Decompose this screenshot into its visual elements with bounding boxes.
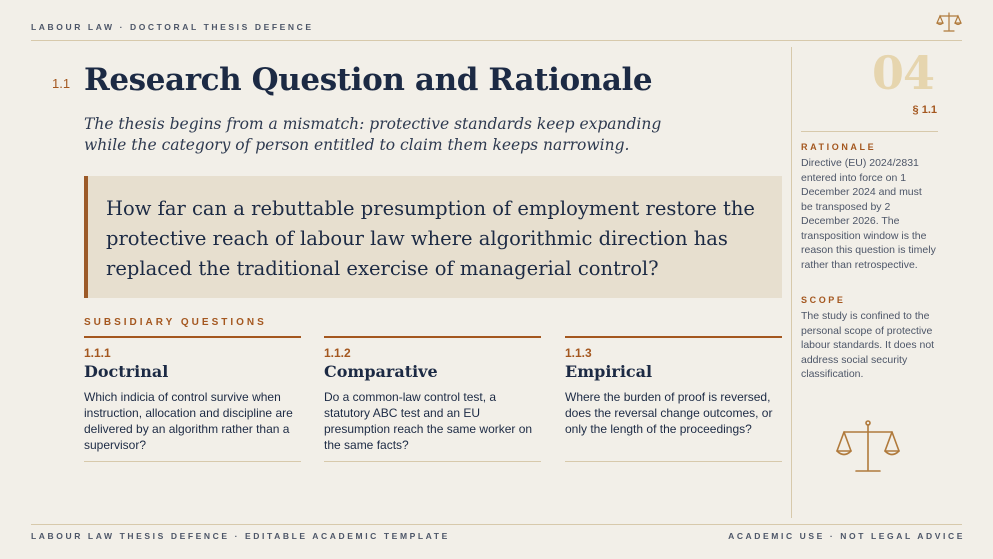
rationale-label: RATIONALE	[801, 142, 877, 152]
header-label: LABOUR LAW · DOCTORAL THESIS DEFENCE	[31, 22, 314, 32]
slide-number: 04	[871, 46, 934, 100]
page-title: Research Question and Rationale	[84, 62, 653, 98]
page-subtitle: The thesis begins from a mismatch: protective standards keep expanding while the category of person entitled to claim them keeps narrowing.	[84, 115, 662, 154]
footer-right: ACADEMIC USE · NOT LEGAL ADVICE	[728, 531, 965, 541]
subsidiary-title: Doctrinal	[84, 362, 169, 381]
subsidiary-number: 1.1.2	[324, 346, 351, 360]
research-question-panel	[84, 176, 782, 298]
sidebar-divider	[791, 47, 792, 518]
footer-left: LABOUR LAW THESIS DEFENCE · EDITABLE ACADEMIC TEMPLATE	[31, 531, 450, 541]
section-number: 1.1	[52, 76, 71, 91]
subsidiary-question-doctrinal	[84, 336, 301, 462]
subsidiary-title: Empirical	[565, 362, 653, 381]
research-question: How far can a rebuttable presumption of employment restore the protective reach of labour law where algorithmic direction has replaced the traditional exercise of managerial control?	[106, 197, 755, 280]
scope-text: The study is confined to the personal scope of protective labour standards. It does not address social security classification.	[801, 310, 935, 380]
subsidiary-text: Where the burden of proof is reversed, does the reversal change outcomes, or only the length of the proceedings?	[565, 390, 773, 436]
subsidiary-number: 1.1.3	[565, 346, 592, 360]
subsidiary-text: Which indicia of control survive when instruction, allocation and discipline are delivered by an algorithm rather than a supervisor?	[84, 390, 293, 452]
sidebar-rule	[801, 131, 938, 132]
top-divider	[31, 40, 962, 41]
subsidiary-number: 1.1.1	[84, 346, 111, 360]
subsidiary-heading: SUBSIDIARY QUESTIONS	[84, 317, 267, 328]
rationale-text: Directive (EU) 2024/2831 entered into force on 1 December 2024 and must be transposed by 2 December 2026. The transposition window is the reason this question is timely rather than retrospective.	[801, 157, 936, 271]
scope-label: SCOPE	[801, 295, 846, 305]
subsidiary-question-empirical	[565, 336, 782, 462]
scales-icon	[836, 420, 900, 474]
subsidiary-question-comparative	[324, 336, 541, 462]
subsidiary-text: Do a common-law control test, a statutory ABC test and an EU presumption reach the same worker on the same facts?	[324, 390, 533, 452]
scales-icon	[936, 11, 962, 33]
section-reference: § 1.1	[912, 104, 937, 116]
subsidiary-title: Comparative	[324, 362, 438, 381]
bottom-divider	[31, 524, 962, 525]
